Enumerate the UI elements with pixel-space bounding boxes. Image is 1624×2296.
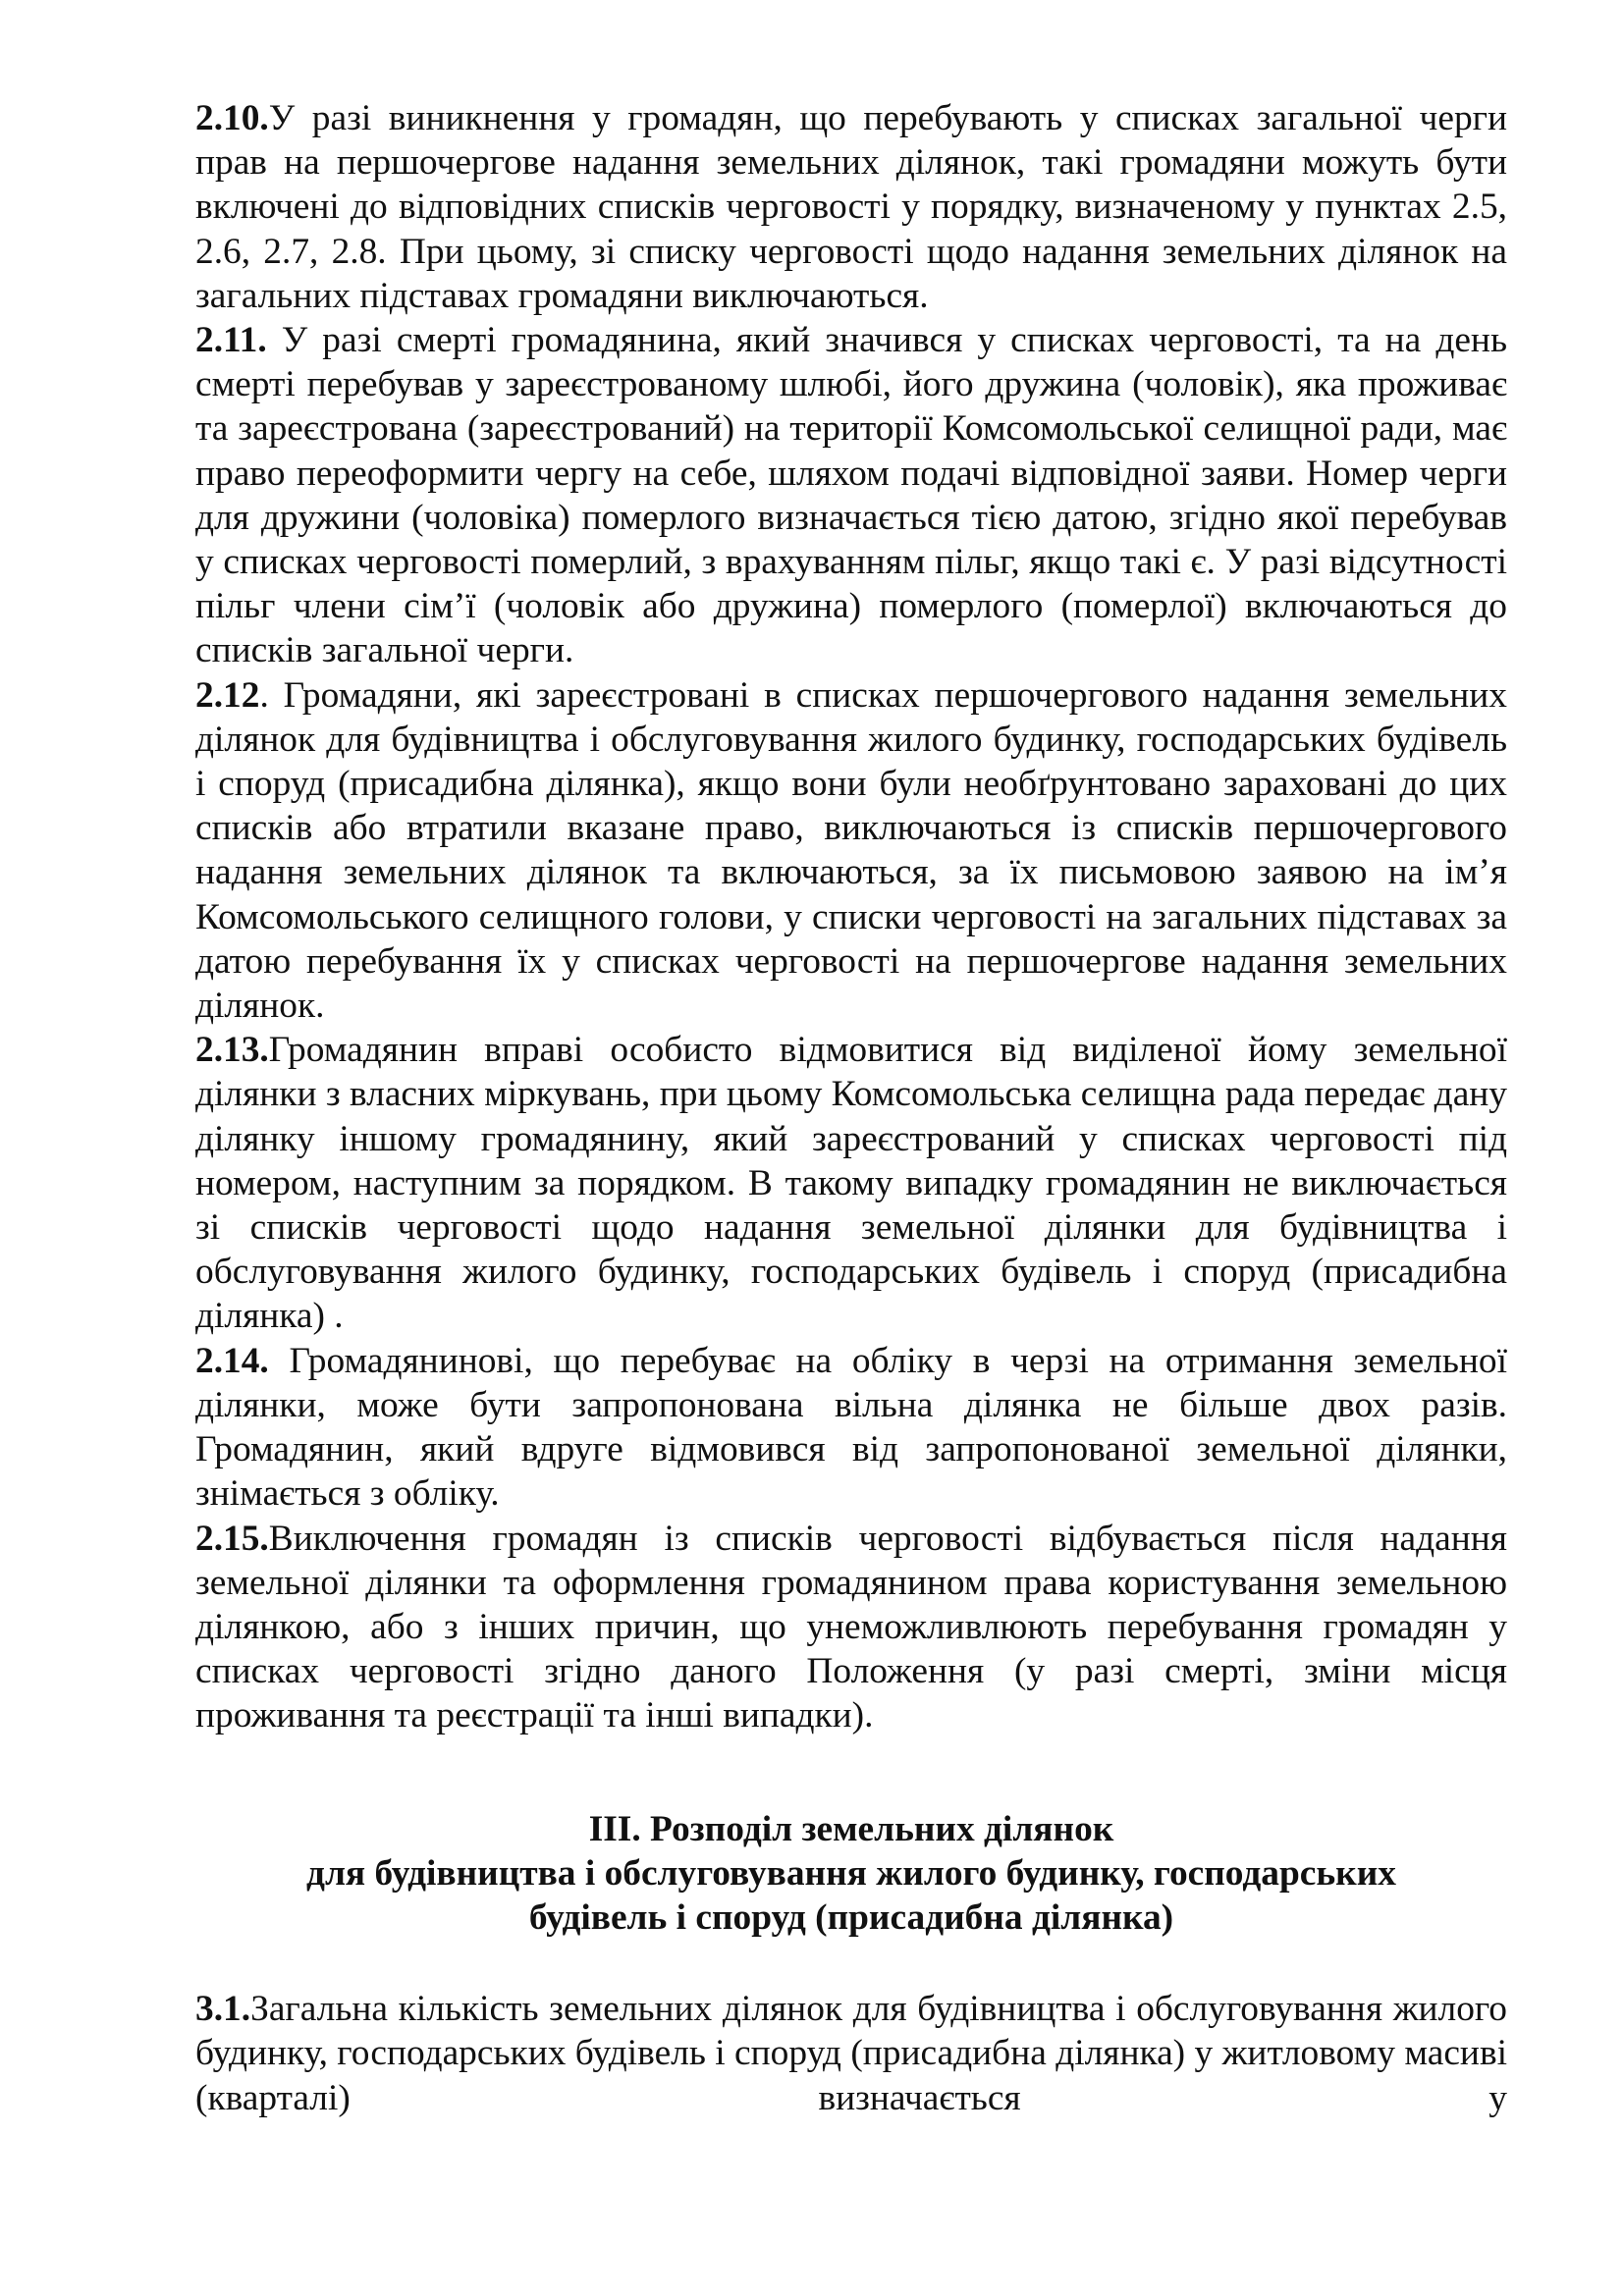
section-heading-line-3: будівель і споруд (присадибна ділянка) [528, 1896, 1174, 1938]
clause-number: 2.14. [195, 1340, 269, 1381]
clause-number: 3.1. [195, 1989, 251, 2030]
paragraph-2-15 [195, 1517, 1507, 1738]
section-heading-line-1: ІІІ. Розподіл земельних ділянок [588, 1808, 1114, 1849]
clause-number: 2.10. [195, 98, 269, 138]
clause-number: 2.13. [195, 1030, 269, 1071]
clause-text: У разі виникнення у громадян, що перебувають у списках загальної черги прав на першочергове надання земельних ділянок, такі громадяни можуть бути включені до відповідних списків черговості у порядку, визначеному у пунктах 2.5, 2.6, 2.7, 2.8. При цьому, зі списку черговості щодо надання земельних ділянок на загальних підставах громадяни виключаються. [195, 98, 1507, 316]
clause-text: У разі смерті громадянина, який значився у списках черговості, та на день смерті перебував у зареєстрованому шлюбі, його дружина (чоловік), яка проживає та зареєстрована (зареєстрований) на території Комсомольської селищної ради, має право переоформити чергу на себе, шляхом подачі відповідної заяви. Номер черги для дружини (чоловіка) померлого визначається тією датою, згідно якої перебував у списках черговості померлий, з врахуванням пільг, якщо такі є. У разі відсутності пільг члени сім’ї (чоловік або дружина) померлого (померлої) включаються до списків загальної черги. [195, 320, 1507, 671]
clause-text: . Громадяни, які зареєстровані в списках першочергового надання земельних ділянок для будівництва і обслуговування жилого будинку, господарських будівель і споруд (присадибна ділянка), якщо вони були необґрунтовано зараховані до цих списків або втратили вказане право, виключаються із списків першочергового надання земельних ділянок та включаються, за їх письмовою заявою на ім’я Комсомольського селищного голови, у списки черговості на загальних підставах за датою перебування їх у списках черговості на першочергове надання земельних ділянок. [195, 674, 1507, 1027]
clause-text: Виключення громадян із списків черговості відбувається після надання земельної ділянки та оформлення громадянином права користування земельною ділянкою, або з інших причин, що унеможливлюють перебування громадян у списках черговості згідно даного Положення (у разі смерті, зміни місця проживання та реєстрації та інші випадки). [195, 1518, 1507, 1736]
paragraph-2-11 [195, 318, 1507, 673]
paragraph-2-12 [195, 673, 1507, 1029]
clause-number: 2.15. [195, 1518, 269, 1559]
paragraph-3-1 [195, 1987, 1507, 2120]
clause-number: 2.11. [195, 320, 267, 361]
section-heading-line-2: для будівництва і обслуговування жилого будинку, господарських [306, 1852, 1396, 1894]
paragraph-2-10 [195, 96, 1507, 318]
clause-number: 2.12 [195, 674, 260, 716]
clause-text: Загальна кількість земельних ділянок для будівництва і обслуговування жилого будинку, господарських будівель і споруд (присадибна ділянка) у житловому масиві (кварталі) визначається у [195, 1989, 1507, 2118]
paragraph-2-14 [195, 1339, 1507, 1517]
section-heading [195, 1807, 1507, 1941]
clause-text: Громадянин вправі особисто відмовитися від виділеної йому земельної ділянки з власних міркувань, при цьому Комсомольська селищна рада передає дану ділянку іншому громадянину, який зареєстрований у списках черговості під номером, наступним за порядком. В такому випадку громадянин не виключається зі списків черговості щодо надання земельної ділянки для будівництва і обслуговування жилого будинку, господарських будівель і споруд (присадибна ділянка) . [195, 1030, 1507, 1337]
document-page [195, 96, 1507, 2120]
clause-text: Громадянинові, що перебуває на обліку в черзі на отримання земельної ділянки, може бути запропонована вільна ділянка не більше двох разів. Громадянин, який вдруге відмовився від запропонованої земельної ділянки, знімається з обліку. [195, 1340, 1507, 1515]
paragraph-2-13 [195, 1028, 1507, 1338]
